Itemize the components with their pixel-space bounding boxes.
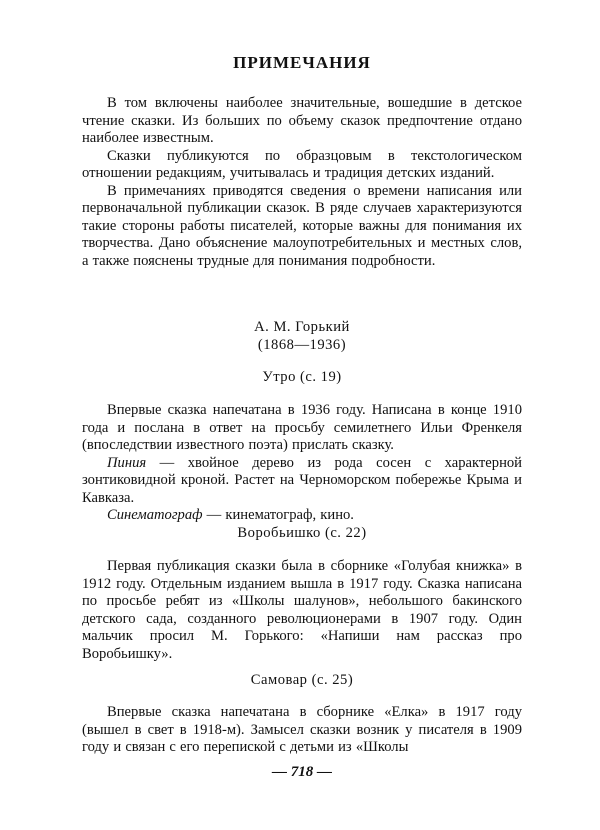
term-piniya: Пиния (107, 454, 147, 471)
definition-piniya: — хвойное дерево из рода сосен с характерной зонтиковидной кроной. Растет на Черноморском побережье Крыма и Кавказа. (82, 454, 522, 506)
page-title: ПРИМЕЧАНИЯ (233, 53, 371, 72)
story-samovar-paragraph: Впервые сказка напечатана в сборнике «Елка» в 1917 году (вышел в свет в 1918-м). Замысел сказки возник у писателя в 1909 году и связан с его перепиской с детьми из «Школы (82, 704, 522, 755)
story-utro-notes (82, 402, 522, 525)
intro-paragraph-1: В том включены наиболее значительные, вошедшие в детское чтение сказки. Из больших по объему сказок предпочтение отдано наиболее известным. (82, 95, 522, 146)
story-heading-utro: Утро (с. 19) (262, 369, 342, 385)
term-sinematograf: Синематограф (107, 507, 203, 523)
story-utro-note-sinematograf (82, 507, 522, 525)
story-heading-vorobishko: Воробьишко (с. 22) (237, 525, 367, 541)
intro-paragraph-3: В примечаниях приводятся сведения о времени написания или первоначальной публикации сказок. В ряде случаев характеризуются такие стороны работы писателей, которые важны для понимания их творчества. Дано объяснение малоупотребительных и местных слов, а также пояснены трудные для понимания подробности. (82, 182, 522, 269)
story-vorobishko-notes (82, 558, 522, 663)
story-utro-paragraph: Впервые сказка напечатана в 1936 году. Написана в конце 1910 года и послана в ответ на просьбу семилетнего Ильи Френкеля (впоследствии известного поэта) прислать сказку. (82, 402, 522, 453)
author-name: А. М. Горький (254, 319, 350, 335)
author-years: (1868—1936) (257, 337, 347, 353)
page-number: — 718 — (272, 764, 332, 780)
intro-paragraph-2: Сказки публикуются по образцовым в текстологическом отношении редакциям, учитывалась и традиция детских изданий. (82, 147, 522, 181)
story-heading-samovar: Самовар (с. 25) (250, 672, 354, 688)
story-utro-note-piniya (82, 455, 522, 508)
intro-section (82, 95, 522, 270)
story-vorobishko-paragraph: Первая публикация сказки была в сборнике «Голубая книжка» в 1912 году. Отдельным изданием вышла в 1917 году. Сказка написана по просьбе ребят из «Школы шалунов», небольшого бакинского детского сада, созданного революционерами в 1907 году. Один мальчик просил М. Горького: «Напиши нам рассказ про Воробьишку». (82, 558, 522, 662)
page (82, 0, 522, 830)
definition-sinematograf: — кинематограф, кино. (202, 507, 354, 523)
story-samovar-notes (82, 704, 522, 757)
